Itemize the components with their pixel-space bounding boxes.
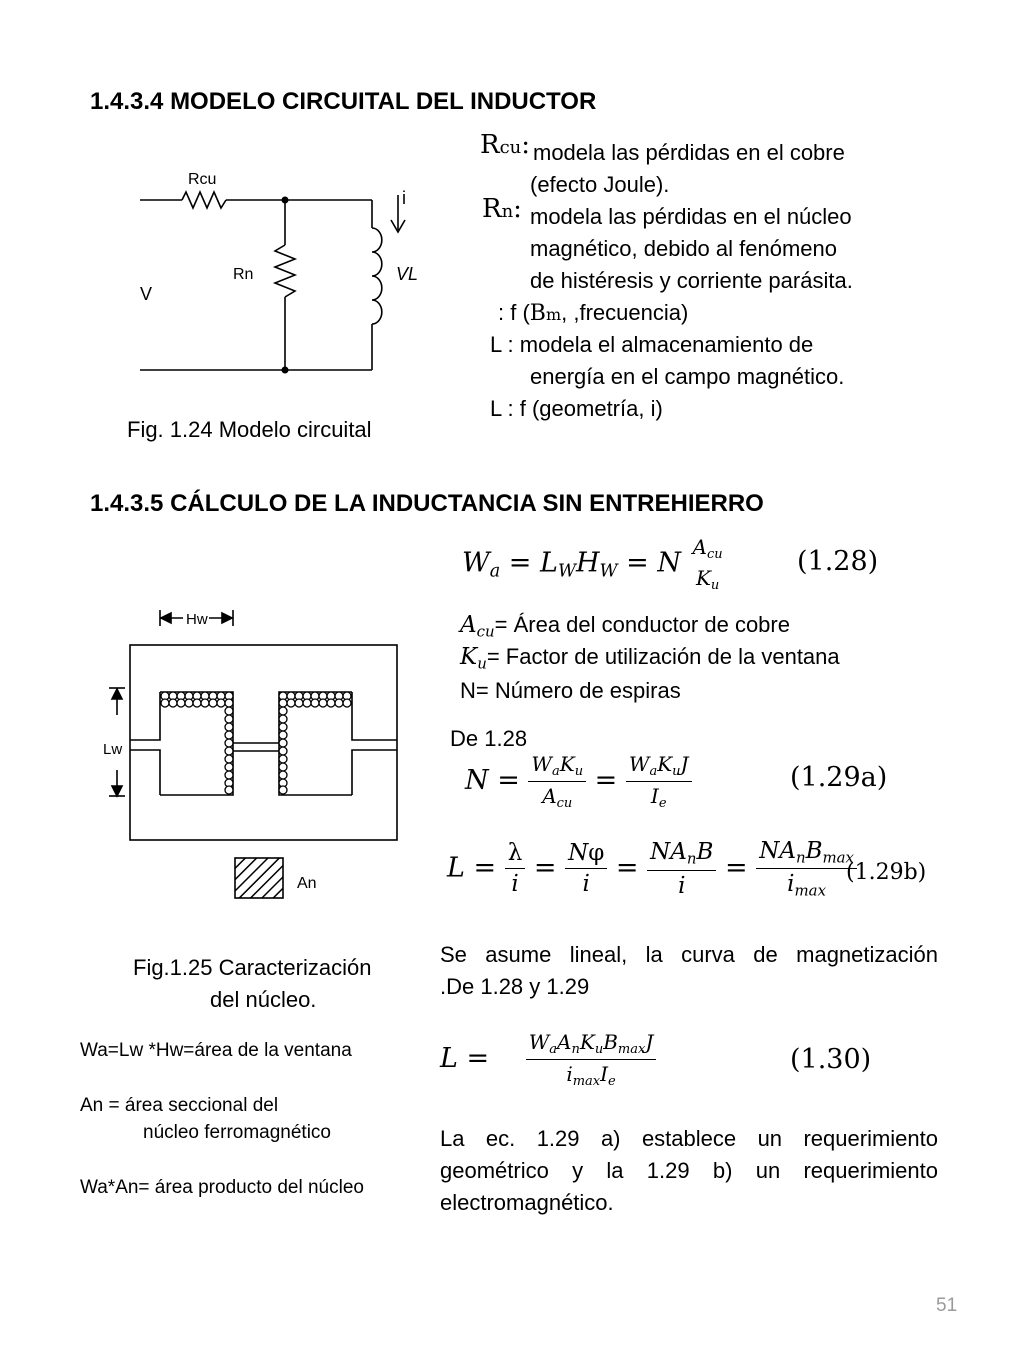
l-desc-2: energía en el campo magnético.	[530, 364, 845, 389]
v-label: V	[140, 284, 153, 304]
section-title-modelo: 1.4.3.4 MODELO CIRCUITAL DEL INDUCTOR	[90, 88, 597, 115]
conclusion-line-3: electromagnético.	[440, 1190, 614, 1215]
rn-label: Rn	[233, 266, 254, 283]
equation-1-28: $W_a = L_WH_W = N$ $A_{cu}$ $K_u$	[462, 535, 723, 593]
equation-number-1-30: (1.30)	[790, 1044, 872, 1075]
l-desc-1: L : modela el almacenamiento de	[490, 332, 814, 357]
ku-definition: $K_u=$ Factor de utilización de la ventana	[460, 644, 840, 673]
hw-label: Hw	[186, 611, 208, 628]
rn-desc-1: modela las pérdidas en el núcleo	[530, 204, 852, 229]
rcu-label: Rcu	[188, 171, 217, 188]
equation-1-29a: N = $\frac{W_aK_u}{A_{cu}}$ = $\frac{W_aK_uJ}{I_e}$	[465, 752, 692, 811]
rn-desc-2: magnético, debido al fenómeno	[530, 236, 837, 261]
core-diagram	[95, 600, 425, 900]
definition-wa: Wa=Lw *Hw=área de la ventana	[80, 1040, 352, 1061]
rn-function-line: : f (Bm, ,frecuencia)	[498, 300, 689, 326]
fig-caption-1-25-line-1: Fig.1.25 Caracterización	[133, 955, 372, 980]
n-definition: N= Número de espiras	[460, 678, 681, 703]
circuit-diagram	[120, 150, 440, 390]
rn-symbol: Rn:	[482, 194, 522, 224]
rn-desc-3: de histéresis y corriente parásita.	[530, 268, 853, 293]
fig-caption-1-25-line-2: del núcleo.	[210, 987, 317, 1012]
acu-definition: $A_{cu}=$ Área del conductor de cobre	[460, 612, 790, 641]
rcu-symbol: Rcu:	[480, 130, 531, 160]
de-128: De 1.28	[450, 726, 528, 751]
an-label: An	[297, 875, 317, 892]
l-desc-3: L : f (geometría, i)	[490, 396, 663, 421]
vl-label: VL	[396, 264, 419, 284]
conclusion-line-2: geométrico y la 1.29 b) un requerimiento	[440, 1158, 938, 1183]
equation-1-29b: L = $\frac{\lambda}{i}$ = $\frac{N\varphi}{i}$ = $\frac{NA_nB}{i}$ = $\frac{NA_nB_{max}}{i_{max}}$	[447, 838, 857, 900]
equation-1-30: L = $\frac{W_aA_nK_uB_{max}J}{i_{max}I_e}$	[440, 1030, 656, 1089]
assume-line-2: .De 1.28 y 1.29	[440, 974, 590, 999]
rcu-desc-2: (efecto Joule).	[530, 172, 670, 197]
equation-number-1-29a: (1.29a)	[790, 762, 888, 793]
lw-label: Lw	[103, 741, 123, 758]
definition-wa-an: Wa*An= área producto del núcleo	[80, 1177, 364, 1198]
rcu-desc-1: modela las pérdidas en el cobre	[533, 140, 845, 165]
section-title-calculo: 1.4.3.5 CÁLCULO DE LA INDUCTANCIA SIN ENTREHIERRO	[90, 490, 764, 517]
fig-caption-1-24: Fig. 1.24 Modelo circuital	[127, 417, 372, 442]
i-label: i	[402, 188, 406, 208]
page-number: 51	[936, 1295, 958, 1316]
definition-an-line-2: núcleo ferromagnético	[143, 1122, 331, 1143]
conclusion-line-1: La ec. 1.29 a) establece un requerimiento	[440, 1126, 938, 1151]
equation-number-1-29b: (1.29b)	[846, 860, 927, 885]
assume-line-1: Se asume lineal, la curva de magnetización	[440, 942, 938, 967]
equation-number-1-28: (1.28)	[797, 546, 879, 577]
definition-an-line-1: An = área seccional del	[80, 1095, 279, 1116]
